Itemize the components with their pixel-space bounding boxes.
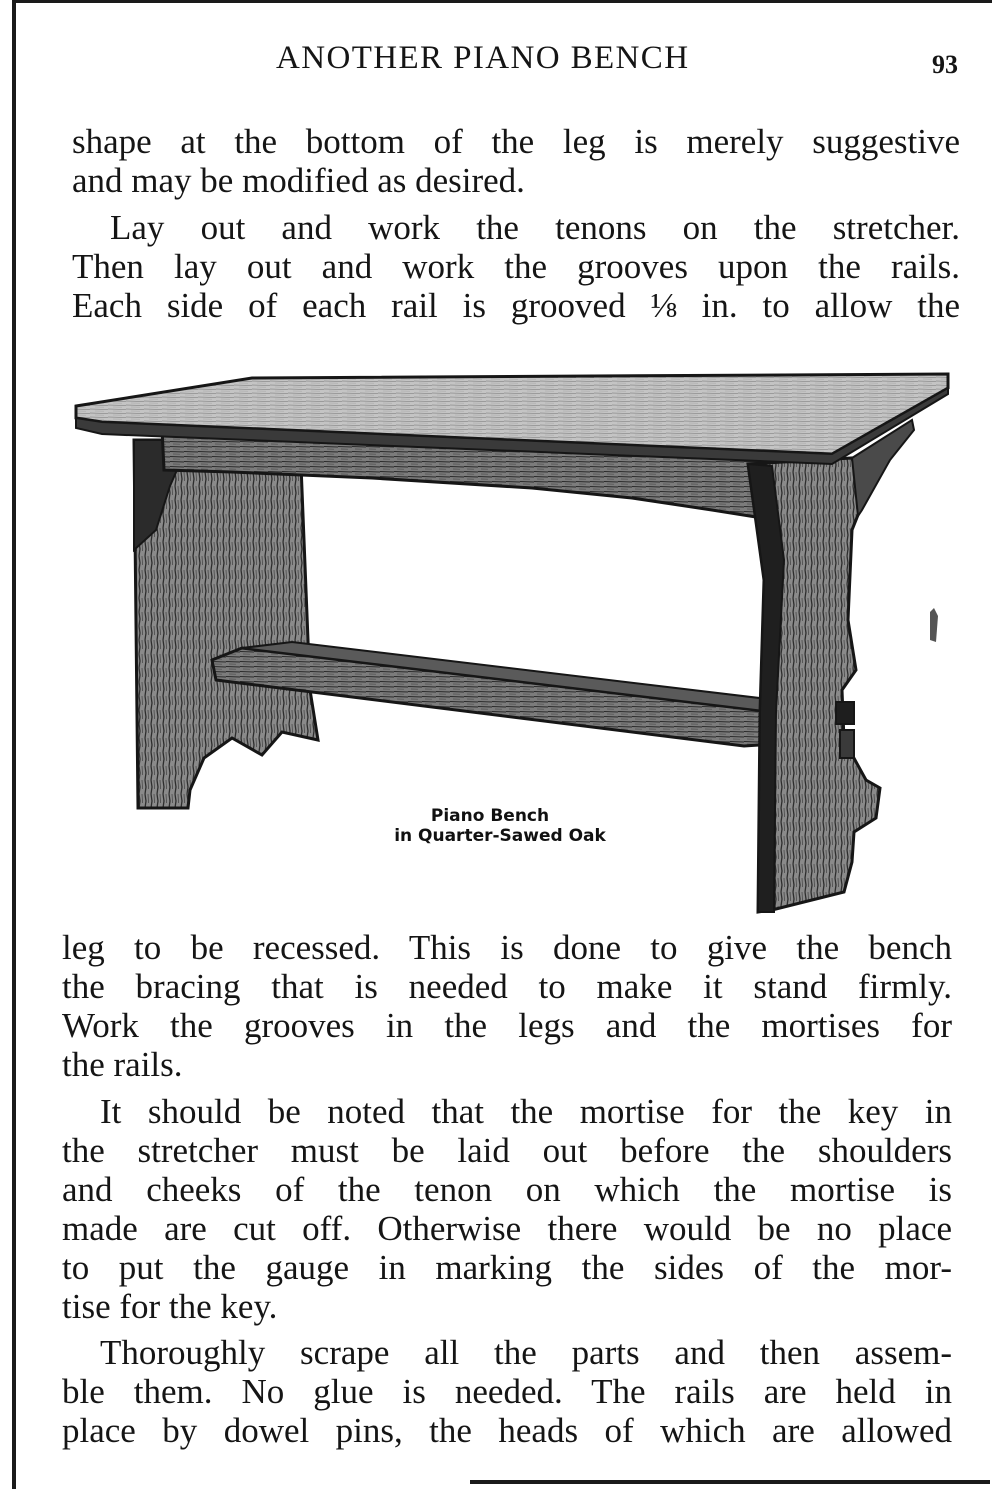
page-number: 93 — [932, 50, 958, 79]
paragraph-3 — [62, 928, 952, 1084]
running-title: ANOTHER PIANO BENCH — [276, 40, 690, 76]
tenon-end — [836, 702, 854, 724]
text-line: the rails. — [62, 1045, 183, 1084]
bottom-rule — [470, 1480, 990, 1484]
text-line: the stretcher must be laid out before the shoulders — [62, 1131, 952, 1170]
figure-caption-line-1: Piano Bench — [430, 806, 550, 826]
text-line: leg to be recessed. This is done to give the bench — [62, 928, 952, 967]
text-line: ble them. No glue is needed. The rails are held in — [62, 1372, 952, 1411]
text-line: the bracing that is needed to make it stand firmly. — [62, 967, 952, 1006]
text-line: It should be noted that the mortise for the key in — [100, 1092, 952, 1131]
text-line: tise for the key. — [62, 1287, 278, 1326]
text-line: Lay out and work the tenons on the stretcher. — [110, 208, 960, 247]
text-line: shape at the bottom of the leg is merely suggestive — [72, 122, 960, 161]
key — [840, 730, 854, 758]
text-line: place by dowel pins, the heads of which are allowed — [62, 1411, 952, 1450]
text-line: Work the grooves in the legs and the mortises for — [62, 1006, 952, 1045]
figure-caption-line-2: in Quarter-Sawed Oak — [394, 826, 606, 846]
text-line: made are cut off. Otherwise there would be no place — [62, 1209, 952, 1248]
paragraph-4 — [62, 1092, 952, 1326]
text-line: Thoroughly scrape all the parts and then assem- — [100, 1333, 952, 1372]
paragraph-5 — [62, 1333, 952, 1450]
print-speck — [930, 608, 938, 642]
paragraph-1 — [72, 122, 960, 200]
text-line: to put the gauge in marking the sides of the mor- — [62, 1248, 952, 1287]
text-line: Each side of each rail is grooved ⅛ in. to allow the — [72, 286, 960, 325]
text-line: Then lay out and work the grooves upon the rails. — [72, 247, 960, 286]
text-line: and cheeks of the tenon on which the mortise is — [62, 1170, 952, 1209]
text-line: and may be modified as desired. — [72, 161, 525, 200]
paragraph-2 — [72, 208, 960, 325]
